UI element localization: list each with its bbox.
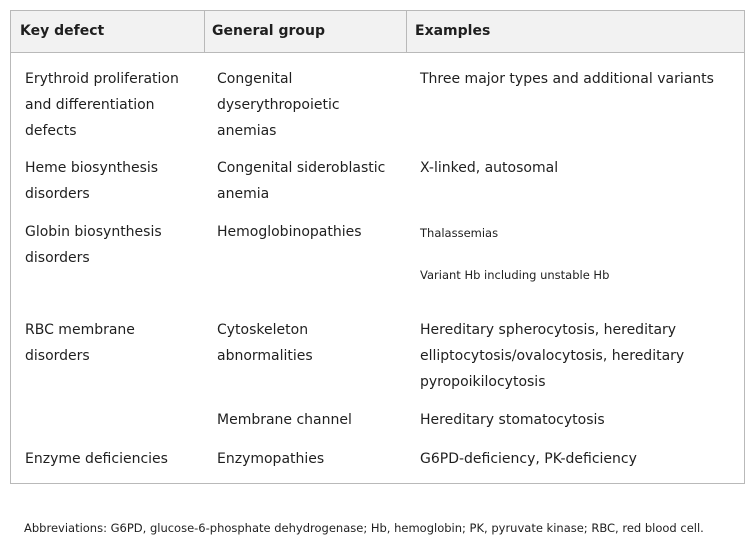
header-examples: Examples (415, 23, 491, 39)
row-2-key-defect: Heme biosynthesis disorders (25, 160, 159, 202)
row-6-general-group: Enzymopathies (217, 451, 325, 467)
table-header (11, 11, 744, 53)
row-4-key-defect: RBC membrane disorders (25, 322, 135, 364)
row-1-examples: Three major types and additional variants (420, 71, 714, 87)
header-divider (406, 11, 407, 52)
row-3-examples-line-1: Thalassemias (420, 226, 499, 240)
row-4-examples: Hereditary spherocytosis, hereditary elliptocytosis/ovalocytosis, hereditary pyropoikilocytosis (420, 322, 685, 390)
row-3-key-defect: Globin biosynthesis disorders (25, 224, 162, 266)
row-1-general-group: Congenital dyserythropoietic anemias (217, 71, 340, 139)
row-3-examples-line-2: Variant Hb including unstable Hb (420, 268, 610, 282)
row-1-key-defect: Erythroid proliferation and differentiation defects (25, 71, 179, 139)
row-3-general-group: Hemoglobinopathies (217, 224, 362, 240)
row-2-examples: X-linked, autosomal (420, 160, 559, 176)
abbreviations-footnote: Abbreviations: G6PD, glucose-6-phosphate dehydrogenase; Hb, hemoglobin; PK, pyruvate kinase; RBC, red blood cell. (24, 521, 704, 535)
row-6-key-defect: Enzyme deficiencies (25, 451, 168, 467)
row-5-general-group: Membrane channel (217, 412, 352, 428)
header-general-group: General group (212, 23, 326, 39)
row-6-examples: G6PD-deficiency, PK-deficiency (420, 451, 637, 467)
defects-table (10, 10, 745, 484)
header-key-defect: Key defect (20, 23, 105, 39)
row-5-examples: Hereditary stomatocytosis (420, 412, 605, 428)
row-2-general-group: Congenital sideroblastic anemia (217, 160, 386, 202)
row-4-general-group: Cytoskeleton abnormalities (217, 322, 313, 364)
header-divider (204, 11, 205, 52)
